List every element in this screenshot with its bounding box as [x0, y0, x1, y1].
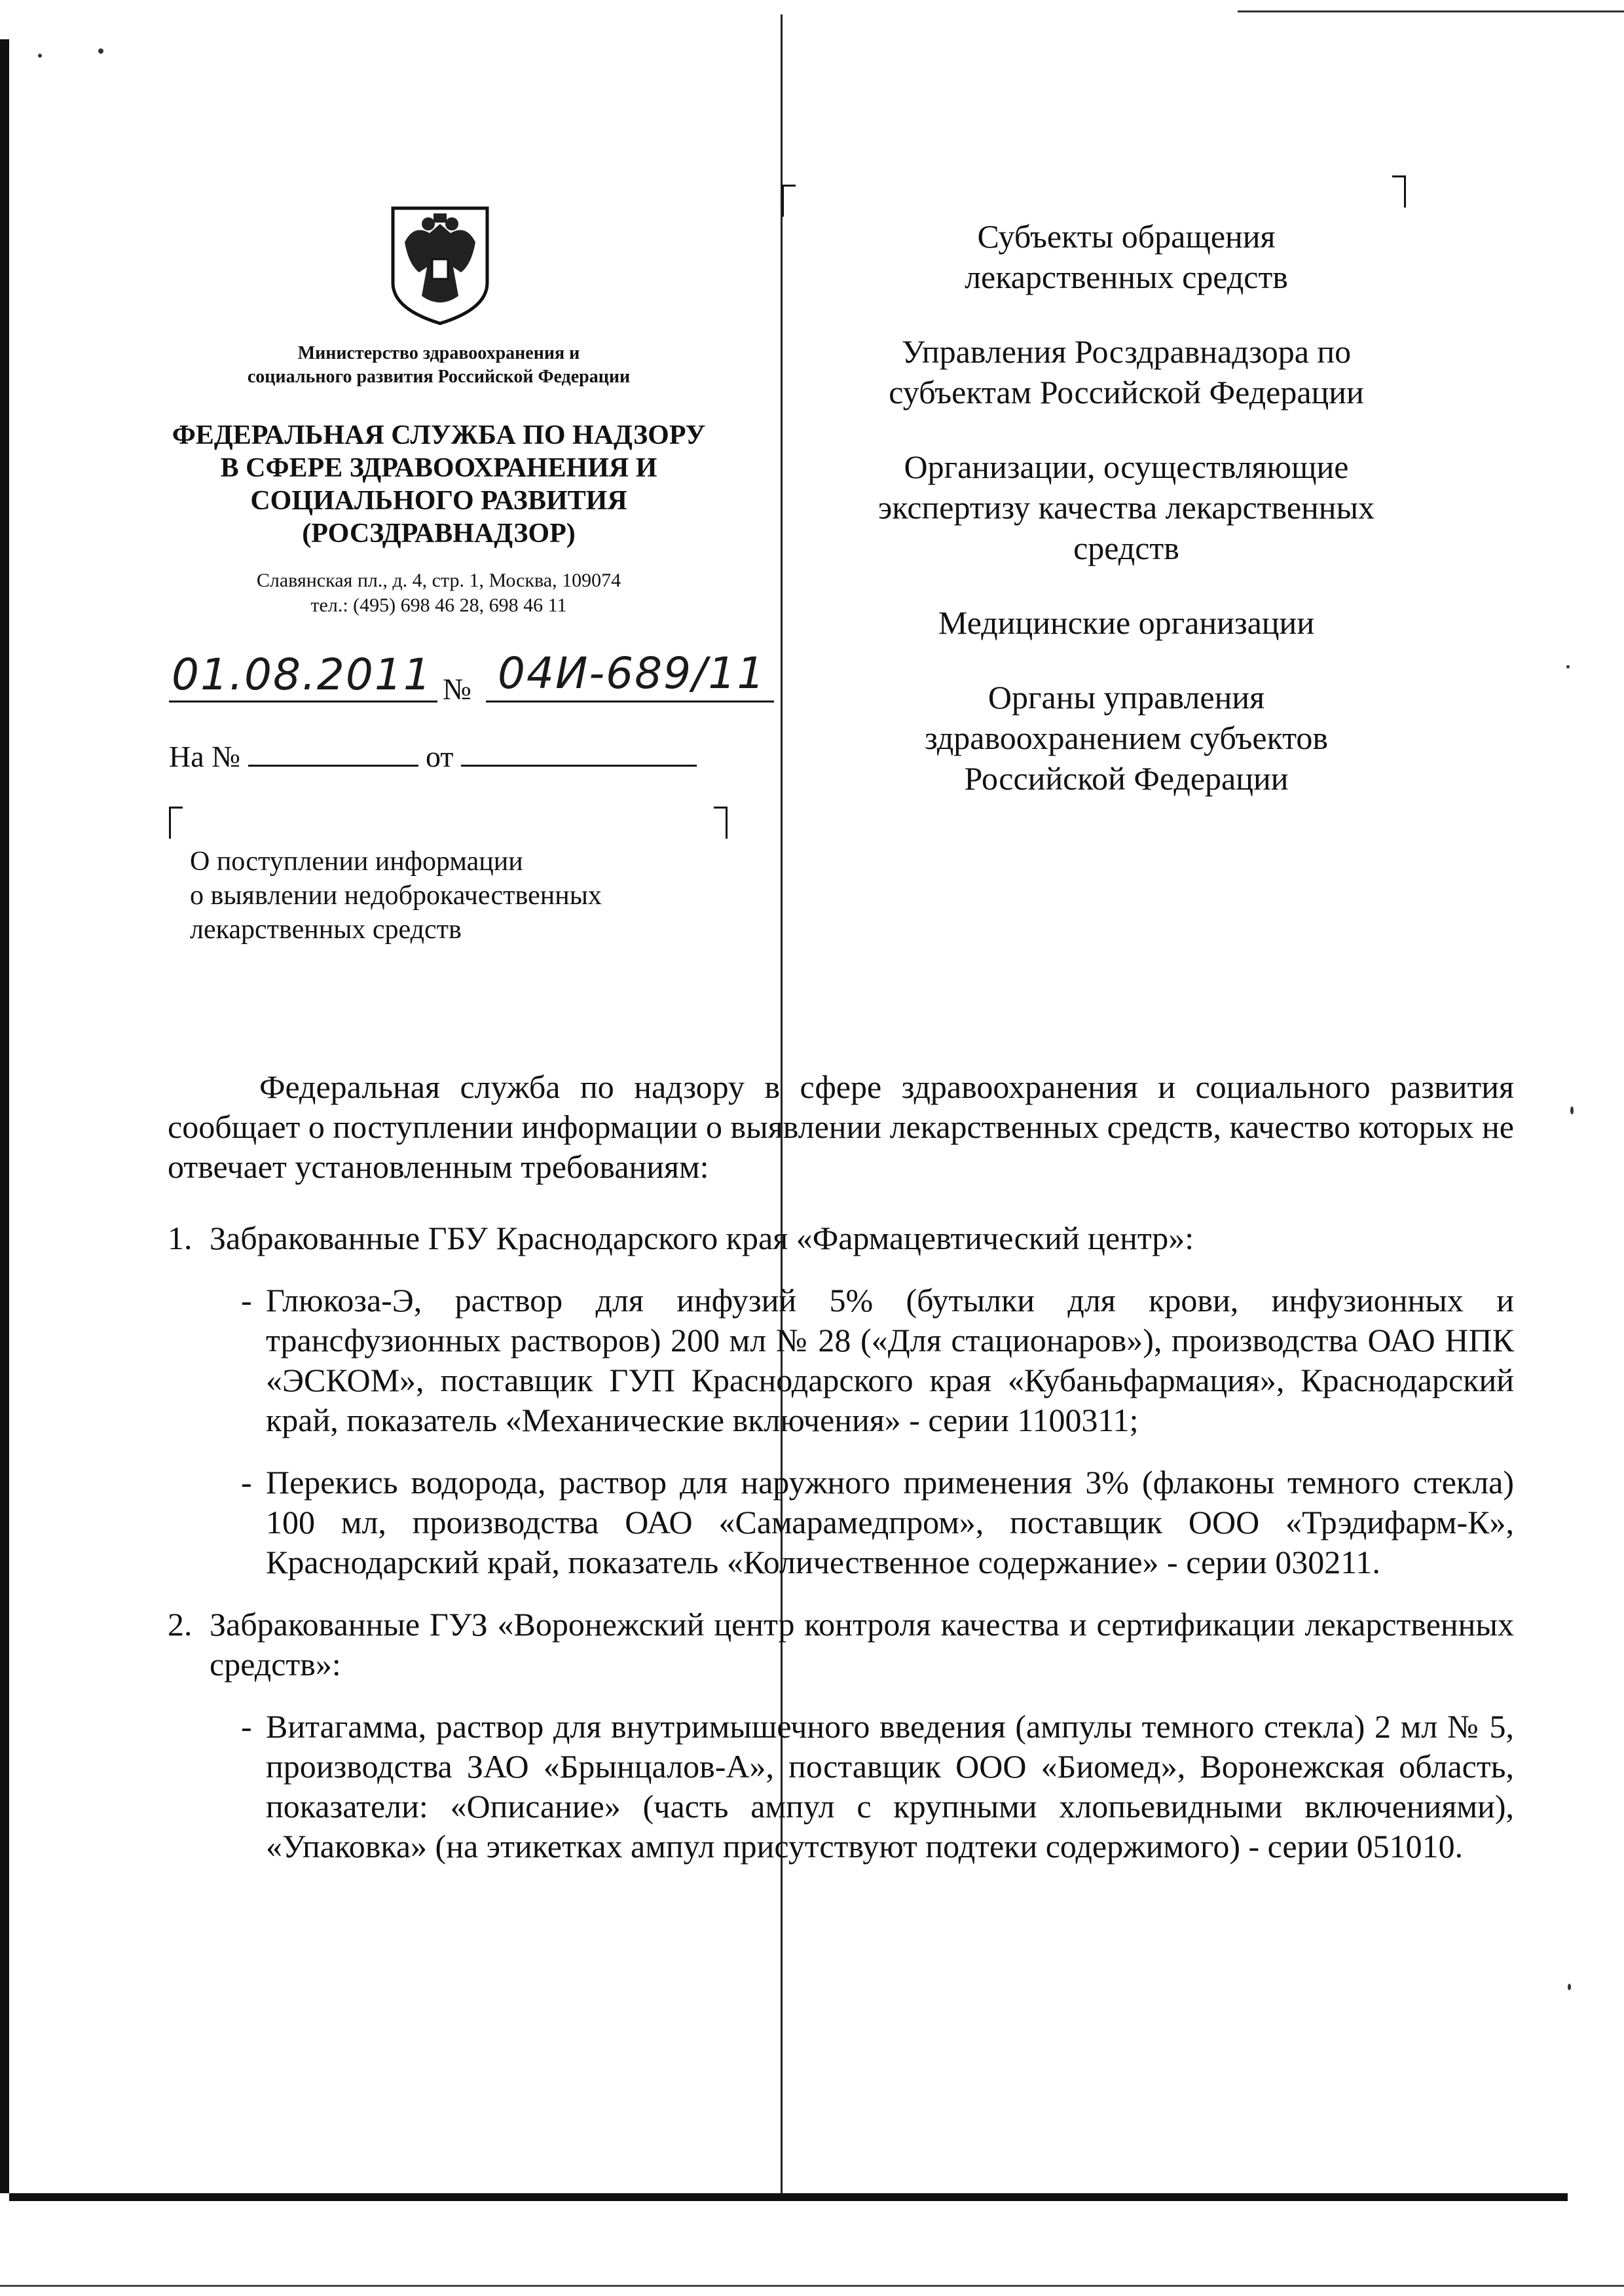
reply-number-blank	[248, 738, 418, 767]
recipient-group	[805, 331, 1447, 412]
address-block	[157, 568, 720, 618]
recipient-line: Организации, осуществляющие	[904, 448, 1349, 485]
subject-line: о выявлении недоброкачественных	[190, 881, 602, 911]
sub-item	[241, 1707, 1514, 1867]
dash-bullet: -	[241, 1282, 252, 1319]
ministry-line: социального развития Российской Федерации	[247, 367, 631, 387]
reply-number-label: На №	[169, 740, 241, 773]
scan-speck	[1570, 1106, 1574, 1114]
recipient-line: экспертизу качества лекарственных	[877, 489, 1375, 526]
list-item	[168, 1605, 1514, 1685]
scan-left-border	[0, 39, 9, 2193]
recipient-line: Российской Федерации	[964, 760, 1289, 797]
subject-line: О поступлении информации	[190, 847, 523, 877]
sub-item	[241, 1463, 1514, 1582]
reply-date-blank	[461, 738, 697, 767]
scan-bottom-line	[0, 2285, 1624, 2287]
ministry-line: Министерство здравоохранения и	[297, 343, 580, 363]
number-underline	[486, 701, 774, 702]
service-line: В СФЕРЕ ЗДРАВООХРАНЕНИЯ И	[220, 453, 657, 483]
subject-bracket-right	[714, 807, 728, 839]
scan-top-dash	[1238, 10, 1624, 12]
service-line: ФЕДЕРАЛЬНАЯ СЛУЖБА ПО НАДЗОРУ	[172, 420, 706, 450]
recipient-line: здравоохранением субъектов	[924, 720, 1329, 756]
intro-paragraph: Федеральная служба по надзору в сфере здравоохранения и социального развития сообщает о поступлении информации о выявлении лекарственных средств, качество которых не отвечает установленным требованиям:	[168, 1068, 1514, 1185]
service-line: СОЦИАЛЬНОГО РАЗВИТИЯ	[250, 486, 627, 516]
item-text: Забракованные ГБУ Краснодарского края «Фармацевтический центр»:	[210, 1220, 1194, 1256]
sub-item	[241, 1281, 1514, 1440]
item-number: 1.	[168, 1220, 193, 1256]
recipient-group	[805, 602, 1447, 643]
dash-bullet: -	[241, 1464, 252, 1501]
number-label: №	[443, 672, 471, 706]
recipient-bracket-left	[782, 185, 796, 217]
subject-block	[190, 845, 602, 947]
list-item	[168, 1218, 1514, 1258]
recipient-line: Субъекты обращения	[977, 218, 1276, 255]
address-line: тел.: (495) 698 46 28, 698 46 11	[310, 594, 567, 616]
sub-item-text: Витагамма, раствор для внутримышечного введения (ампулы темного стекла) 2 мл № 5, производства ЗАО «Брынцалов-А», поставщик ООО «Биомед», Воронежская область, показатели: «Описание» (часть ампул с крупными хлопьевидными включениями), «Упаковка» (на этикетках ампул присутствуют подтеки содержимого) - серии 051010.	[266, 1708, 1514, 1865]
recipient-group	[805, 216, 1447, 297]
scan-bottom-bar	[9, 2193, 1568, 2201]
ministry-name	[157, 342, 720, 389]
handwritten-date: 01.08.2011	[172, 649, 432, 700]
scan-speck	[1566, 665, 1570, 668]
reply-reference	[169, 738, 697, 774]
sub-item-text: Глюкоза-Э, раствор для инфузий 5% (бутылки для крови, инфузионных и трансфузионных растворов) 200 мл № 28 («Для стационаров»), производства ОАО НПК «ЭСКОМ», поставщик ГУП Краснодарского края «Кубаньфармация», Краснодарский край, показатель «Механические включения» - серии 1100311;	[266, 1282, 1514, 1438]
recipient-bracket-right	[1392, 175, 1406, 208]
date-underline	[169, 701, 437, 702]
recipient-line: Органы управления	[987, 679, 1265, 716]
recipient-group	[805, 677, 1447, 799]
recipient-line: субъектам Российской Федерации	[889, 374, 1364, 410]
item-number: 2.	[168, 1606, 193, 1643]
recipient-line: средств	[1073, 530, 1179, 566]
service-name	[111, 419, 766, 550]
scan-speck	[1568, 1984, 1571, 1990]
handwritten-number: 04И-689/11	[498, 648, 766, 699]
coat-of-arms-icon	[388, 204, 492, 326]
address-line: Славянская пл., д. 4, стр. 1, Москва, 109074	[256, 570, 621, 591]
reply-from-label: от	[426, 740, 454, 773]
dash-bullet: -	[241, 1708, 252, 1745]
letter-body	[168, 1067, 1514, 1867]
subject-bracket-left	[169, 807, 183, 839]
sub-item-text: Перекись водорода, раствор для наружного применения 3% (флаконы темного стекла) 100 мл, производства ОАО «Самарамедпром», поставщик ООО «Трэдифарм-К», Краснодарский край, показатель «Количественное содержание» - серии 030211.	[266, 1464, 1514, 1580]
scan-speck	[98, 48, 103, 54]
scan-speck	[38, 54, 42, 58]
recipient-line: Медицинские организации	[938, 604, 1315, 641]
recipients-block	[805, 216, 1447, 833]
item-text: Забракованные ГУЗ «Воронежский центр контроля качества и сертификации лекарственных средств»:	[210, 1606, 1514, 1683]
subject-line: лекарственных средств	[190, 915, 462, 945]
recipient-line: лекарственных средств	[965, 259, 1288, 295]
recipient-group	[805, 446, 1447, 568]
recipient-line: Управления Росздравнадзора по	[901, 333, 1352, 370]
service-line: (РОСЗДРАВНАДЗОР)	[302, 519, 576, 549]
